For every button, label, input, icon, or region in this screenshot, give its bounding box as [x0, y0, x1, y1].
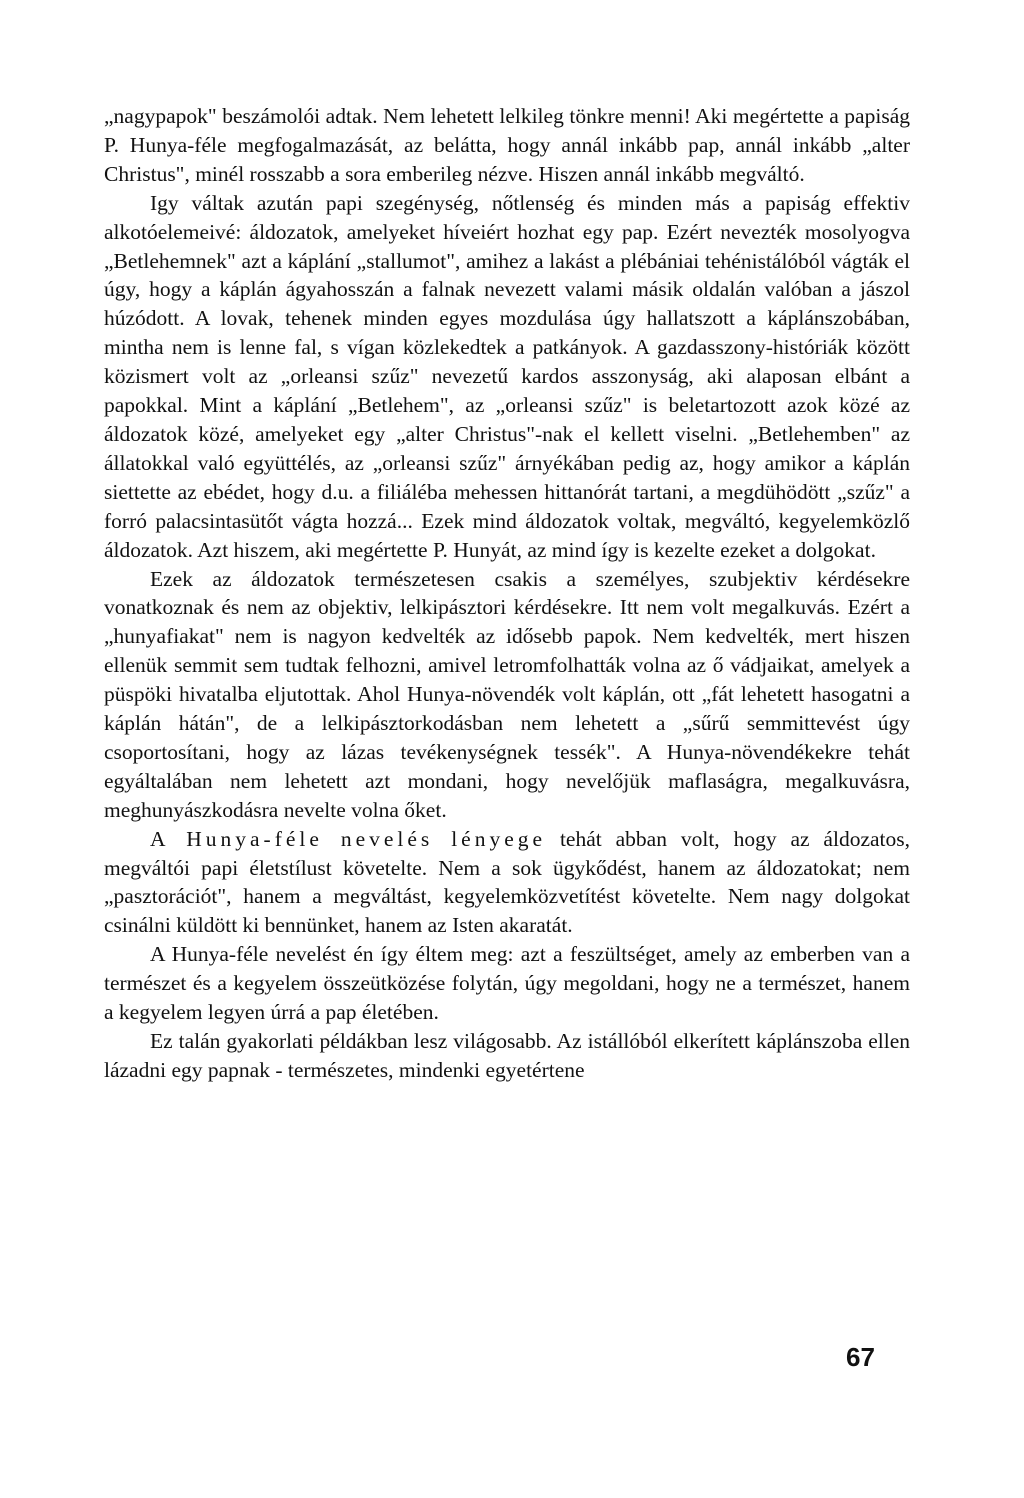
paragraph-1: „nagypapok" beszámolói adtak. Nem lehetett lelkileg tönkre menni! Aki megértette a papiság P. Hunya-féle megfogalmazását, az belátta, hogy annál inkább pap, annál inkább „alter Christus", minél rosszabb a sora emberileg nézve. Hiszen annál inkább megváltó.: [104, 104, 910, 186]
spaced-emphasis: A Hunya-féle nevelés lényege: [150, 826, 547, 851]
page-number: 67: [846, 1342, 875, 1372]
paragraph-4: [104, 825, 910, 941]
paragraph-5: A Hunya-féle nevelést én így éltem meg: azt a feszültséget, amely az emberben van a természet és a kegyelem összeütközése folytán, úgy megoldani, hogy ne a természet, hanem a kegyelem legyen úrrá a pap életében.: [104, 942, 910, 1025]
paragraph-4-rest: tehát abban volt, hogy az áldozatos, megváltói papi életstílust követelte. Nem a sok ügykődést, hanem az áldozatokat; nem „pasztorációt", hanem a megváltást, kegyelemközvetítést követelte. Nem nagy dolgokat csinálni küldött ki bennünket, hanem az Isten akaratát.: [104, 826, 911, 938]
paragraph-2: Igy váltak azután papi szegénység, nőtlenség és minden más a papiság effektiv alkotóelemeivé: áldozatok, amelyeket híveiért hozhat egy pap. Ezért nevezték mosolyogva „Betlehemnek" azt a káplání „stallumot", amihez a lakást a plébániai tehénistálóból vágták el úgy, hogy a káplán ágyahosszán a falnak nevezett valami másik oldalán valóban a jászol húzódott. A lovak, tehenek minden egyes mozdulása úgy hallatszott a káplánszobában, mintha nem is lenne fal, s vígan közlekedtek a patkányok. A gazdasszony-históriák között közismert volt az „orleansi szűz" nevezetű kardos asszonyság, aki alaposan elbánt a papokkal. Mint a káplání „Betlehem", az „orleansi szűz" is beletartozott azok közé az áldozatok közé, amelyeket egy „alter Christus"-nak el kellett viselni. „Betlehemben" az állatokkal való együttélés, az „orleansi szűz" árnyékában pedig az, hogy amikor a káplán siettette az ebédet, hogy d.u. a filiáléba mehessen hittanórát tartani, a megdühödött „szűz" a forró palacsintasütőt vágta hozzá... Ezek mind áldozatok voltak, megváltó, kegyelemközlő áldozatok. Azt hiszem, aki megértette P. Hunyát, az mind így is kezelte ezeket a dolgokat.: [104, 190, 910, 562]
paragraph-3: Ezek az áldozatok természetesen csakis a személyes, szubjektiv kérdésekre vonatkoznak és nem az objektiv, lelkipásztori kérdésekre. Itt nem volt megalkuvás. Ezért a „hunyafiakat" nem is nagyon kedvelték az idősebb papok. Nem kedvelték, mert hiszen ellenük semmit sem tudtak felhozni, amivel letromfolhatták volna az ő vádjaikat, amelyek a püspöki hivatalba eljutottak. Ahol Hunya-növendék volt káplán, ott „fát lehetett hasogatni a káplán hátán", de a lelkipásztorkodásban nem lehetett a „sűrű semmittevést úgy csoportosítani, hogy az lázas tevékenységnek tessék". A Hunya-növendékekre tehát egyáltalában nem lehetett azt mondani, hogy nevelőjük maflaságra, megalkuvásra, meghunyászkodásra nevelte volna őket.: [104, 566, 910, 822]
paragraph-6: Ez talán gyakorlati példákban lesz világosabb. Az istállóból elkerített káplánszoba ellen lázadni egy papnak - természetes, mindenki egyetértene: [104, 1029, 910, 1082]
page-body: [104, 102, 910, 1085]
